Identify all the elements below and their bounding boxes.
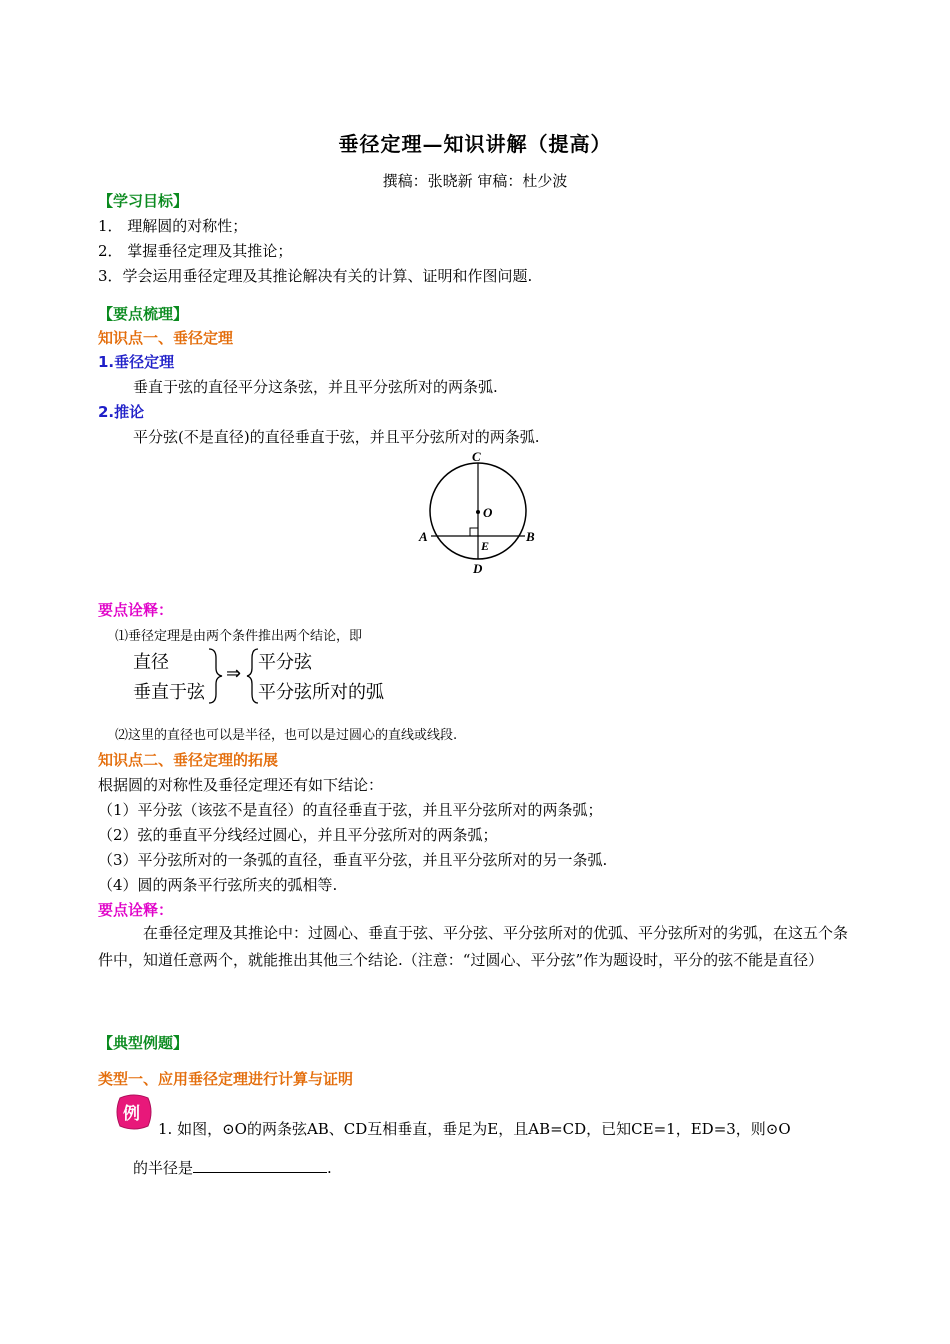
k2-item: （3）平分弦所对的一条弧的直径，垂直平分弦，并且平分弦所对的另一条弧. bbox=[98, 851, 608, 869]
points-heading: 【要点梳理】 bbox=[98, 305, 189, 323]
examples-heading: 【典型例题】 bbox=[98, 1034, 189, 1052]
label-d: D bbox=[473, 561, 483, 576]
goal-item: 1． 理解圆的对称性； bbox=[98, 217, 248, 235]
type-1-title: 类型一、应用垂径定理进行计算与证明 bbox=[98, 1070, 354, 1088]
label-c: C bbox=[472, 449, 481, 464]
formula-left-1: 直径 bbox=[133, 652, 169, 673]
answer-blank[interactable] bbox=[193, 1158, 327, 1173]
circle-figure bbox=[410, 445, 550, 580]
formula-right-2: 平分弦所对的弧 bbox=[258, 682, 384, 703]
right-brace bbox=[206, 646, 224, 706]
question-1-line-1: 1. 如图，⊙O的两条弦AB、CD互相垂直，垂足为E，且AB=CD，已知CE=1，ED=3，则⊙O bbox=[158, 1120, 791, 1138]
note-text: ⑴垂径定理是由两个条件推出两个结论，即 bbox=[115, 629, 363, 644]
authors-line: 撰稿：张晓新 审稿：杜少波 bbox=[382, 172, 568, 190]
knowledge-point-1-title: 知识点一、垂径定理 bbox=[98, 329, 234, 347]
k2-item: （4）圆的两条平行弦所夹的弧相等. bbox=[98, 876, 338, 894]
k2-intro: 根据圆的对称性及垂径定理还有如下结论： bbox=[98, 776, 384, 794]
label-b: B bbox=[526, 529, 535, 544]
label-a: A bbox=[419, 529, 428, 544]
label-e: E bbox=[481, 539, 490, 553]
theorem-text: 垂直于弦的直径平分这条弦，并且平分弦所对的两条弧. bbox=[133, 378, 498, 396]
badge-label: 例 bbox=[123, 1104, 140, 1124]
formula-left-2: 垂直于弦 bbox=[133, 682, 205, 703]
question-1-period: . bbox=[327, 1159, 332, 1177]
label-o: O bbox=[483, 505, 493, 520]
note-title-2: 要点诠释： bbox=[98, 901, 174, 919]
goal-item: 3．学会运用垂径定理及其推论解决有关的计算、证明和作图问题. bbox=[98, 267, 533, 285]
page-title: 垂径定理—知识讲解（提高） bbox=[338, 132, 612, 156]
theorem-title: 1.垂径定理 bbox=[98, 353, 175, 371]
k2-item: （1）平分弦（该弦不是直径）的直径垂直于弦，并且平分弦所对的两条弧； bbox=[98, 801, 603, 819]
note-paragraph: 在垂径定理及其推论中：过圆心、垂直于弦、平分弦、平分弦所对的优弧、平分弦所对的劣弧，在这五个条件中，知道任意两个，就能推出其他三个结论.（注意：“过圆心、平分弦”作为题设时，平分的弦不能是直径） bbox=[98, 924, 849, 969]
center-point bbox=[476, 510, 480, 514]
right-angle-mark bbox=[470, 528, 478, 536]
implies-arrow: ⇒ bbox=[226, 663, 242, 684]
formula-right-1: 平分弦 bbox=[258, 652, 312, 673]
corollary-title: 2.推论 bbox=[98, 403, 145, 421]
k2-item: （2）弦的垂直平分线经过圆心，并且平分弦所对的两条弧； bbox=[98, 826, 498, 844]
note-title: 要点诠释： bbox=[98, 601, 174, 619]
note-text-2: ⑵这里的直径也可以是半径，也可以是过圆心的直线或线段. bbox=[115, 728, 458, 743]
goal-item: 2． 掌握垂径定理及其推论； bbox=[98, 242, 293, 260]
corollary-text: 平分弦(不是直径)的直径垂直于弦，并且平分弦所对的两条弧. bbox=[133, 428, 540, 446]
knowledge-point-2-title: 知识点二、垂径定理的拓展 bbox=[98, 751, 279, 769]
question-1-line-2 bbox=[133, 1157, 332, 1178]
example-badge bbox=[114, 1092, 154, 1132]
goals-heading: 【学习目标】 bbox=[98, 192, 189, 210]
question-1-text: 的半径是 bbox=[133, 1159, 194, 1177]
